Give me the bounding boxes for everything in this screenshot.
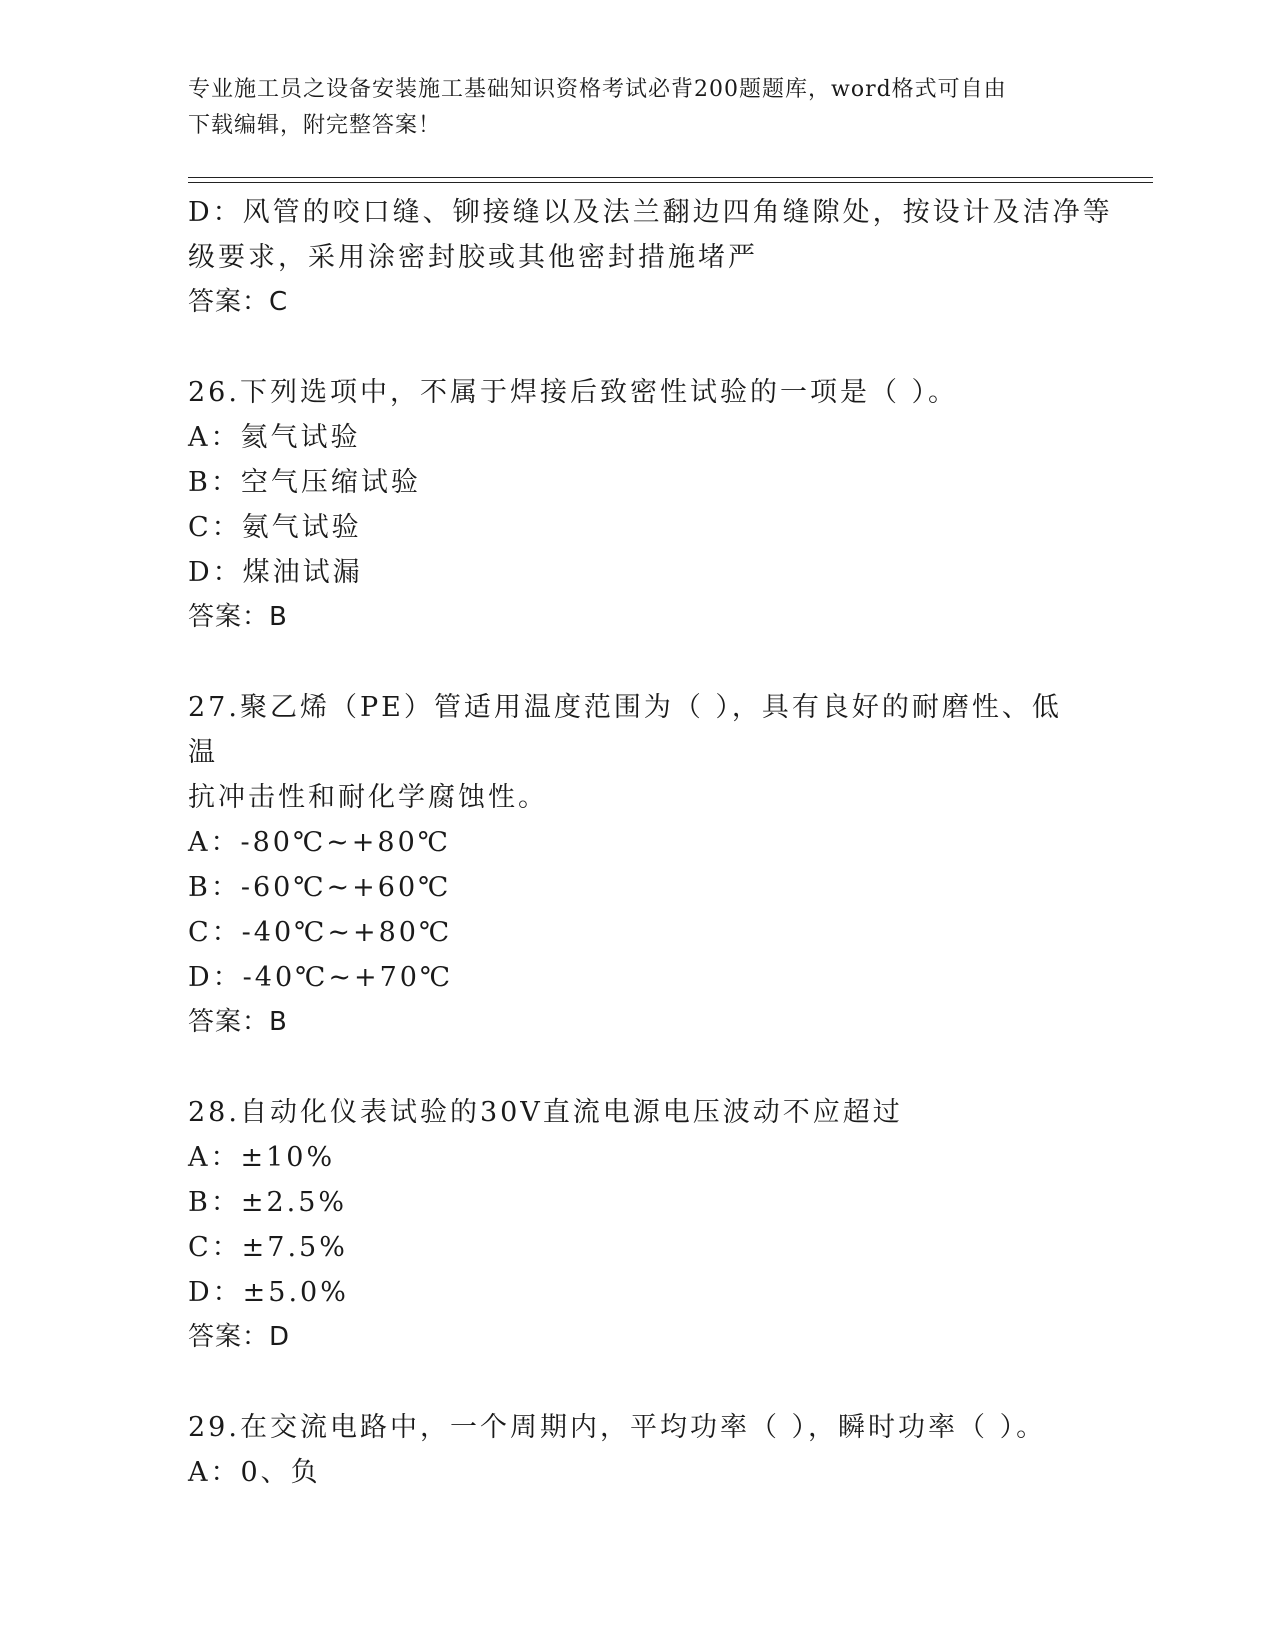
question-title: 29.在交流电路中，一个周期内，平均功率（ ），瞬时功率（ ）。 xyxy=(188,1412,1047,1443)
question-29 xyxy=(188,1405,1088,1495)
question-25-tail xyxy=(188,190,1113,325)
header-line-2: 下载编辑，附完整答案！ xyxy=(188,113,442,138)
option-a: A：-80℃~+80℃ xyxy=(188,827,451,858)
question-26 xyxy=(188,370,1088,640)
document-header xyxy=(188,72,1088,144)
option-d: D：煤油试漏 xyxy=(188,557,363,588)
question-list xyxy=(188,190,1113,1495)
option-d-continued: 级要求，采用涂密封胶或其他密封措施堵严 xyxy=(188,242,758,273)
answer-label: 答案：D xyxy=(188,1322,291,1352)
answer-label: 答案：C xyxy=(188,287,289,317)
question-title: 27.聚乙烯（PE）管适用温度范围为（ ），具有良好的耐磨性、低温 xyxy=(188,692,1062,768)
header-line-1: 专业施工员之设备安装施工基础知识资格考试必背200题题库，word格式可自由 xyxy=(188,77,1007,102)
option-a: A：氦气试验 xyxy=(188,422,361,453)
option-b: B：±2.5% xyxy=(188,1187,348,1218)
question-28 xyxy=(188,1090,1088,1360)
header-divider-bottom xyxy=(188,182,1153,183)
option-b: B：-60℃~+60℃ xyxy=(188,872,452,903)
option-c: C：-40℃~+80℃ xyxy=(188,917,453,948)
question-title-continued: 抗冲击性和耐化学腐蚀性。 xyxy=(188,782,548,813)
option-d: D：±5.0% xyxy=(188,1277,349,1308)
question-title: 26.下列选项中，不属于焊接后致密性试验的一项是（ ）。 xyxy=(188,377,959,408)
question-title: 28.自动化仪表试验的30V直流电源电压波动不应超过 xyxy=(188,1097,903,1128)
option-a: A：±10% xyxy=(188,1142,336,1173)
option-b: B：空气压缩试验 xyxy=(188,467,421,498)
option-c: C：±7.5% xyxy=(188,1232,348,1263)
answer-label: 答案：B xyxy=(188,1007,288,1037)
option-d: D：-40℃~+70℃ xyxy=(188,962,454,993)
option-c: C：氨气试验 xyxy=(188,512,362,543)
question-27 xyxy=(188,685,1088,1045)
option-a: A：0、负 xyxy=(188,1457,321,1488)
option-d: D：风管的咬口缝、铆接缝以及法兰翻边四角缝隙处，按设计及洁净等 xyxy=(188,197,1113,228)
header-divider-top xyxy=(188,177,1153,178)
answer-label: 答案：B xyxy=(188,602,288,632)
